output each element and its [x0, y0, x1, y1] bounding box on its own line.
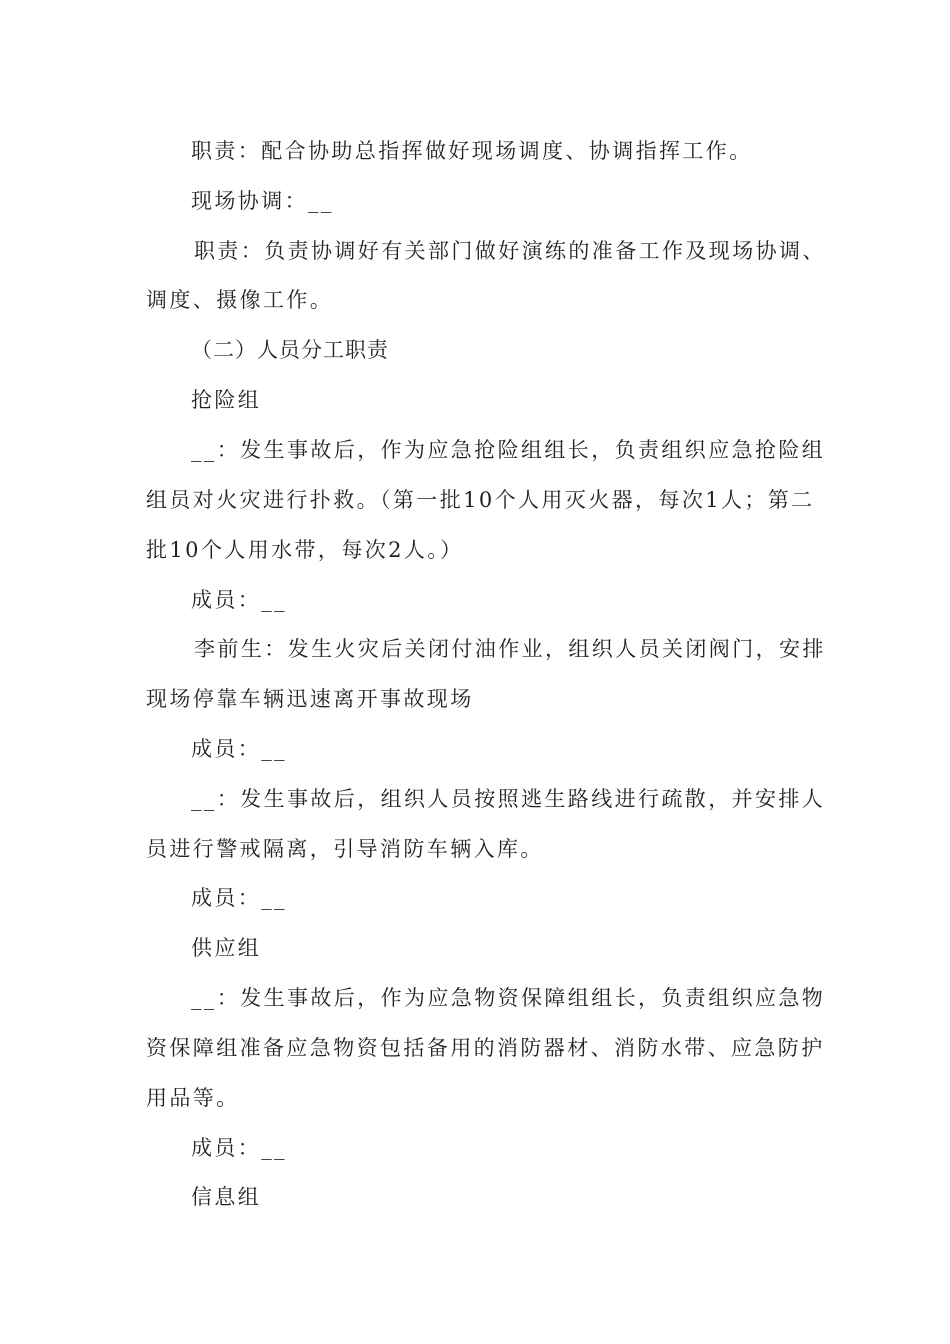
- li-qiansheng-duty: 李前生：发生火灾后关闭付油作业，组织人员关闭阀门，安排: [194, 637, 826, 661]
- rescue-leader-duty-cont-2: 批10个人用水带，每次2人。）: [146, 538, 464, 562]
- evacuation-group-members-label: 成员：__: [191, 886, 287, 910]
- group-heading-information: 信息组: [191, 1185, 262, 1209]
- evacuation-members-label: 成员：__: [191, 737, 287, 761]
- li-qiansheng-duty-cont: 现场停靠车辆迅速离开事故现场: [146, 687, 474, 711]
- group-heading-rescue: 抢险组: [191, 388, 262, 412]
- evacuation-leader-duty-cont: 员进行警戒隔离，引导消防车辆入库。: [146, 837, 544, 861]
- group-heading-supply: 供应组: [191, 936, 262, 960]
- evacuation-leader-duty: __：发生事故后，组织人员按照逃生路线进行疏散，并安排人: [191, 787, 826, 811]
- supply-members-label: 成员：__: [191, 1136, 287, 1160]
- onsite-coordination-label: 现场协调：__: [191, 189, 334, 213]
- supply-leader-duty-cont-1: 资保障组准备应急物资包括备用的消防器材、消防水带、应急防护: [146, 1036, 825, 1060]
- section-heading-staff-duties: （二）人员分工职责: [191, 338, 389, 362]
- duty-line-onsite-coordination: 职责：负责协调好有关部门做好演练的准备工作及现场协调、: [194, 239, 826, 263]
- supply-leader-duty-cont-2: 用品等。: [146, 1086, 240, 1110]
- rescue-leader-duty-cont-1: 组员对火灾进行扑救。（第一批10个人用灭火器，每次1人；第二: [146, 488, 815, 512]
- duty-line-onsite-coordination-cont: 调度、摄像工作。: [146, 288, 334, 312]
- rescue-leader-duty: __：发生事故后，作为应急抢险组组长，负责组织应急抢险组: [191, 438, 826, 462]
- duty-line-coordination-assist: 职责：配合协助总指挥做好现场调度、协调指挥工作。: [191, 139, 753, 163]
- supply-leader-duty: __：发生事故后，作为应急物资保障组组长，负责组织应急物: [191, 986, 826, 1010]
- rescue-members-label: 成员：__: [191, 588, 287, 612]
